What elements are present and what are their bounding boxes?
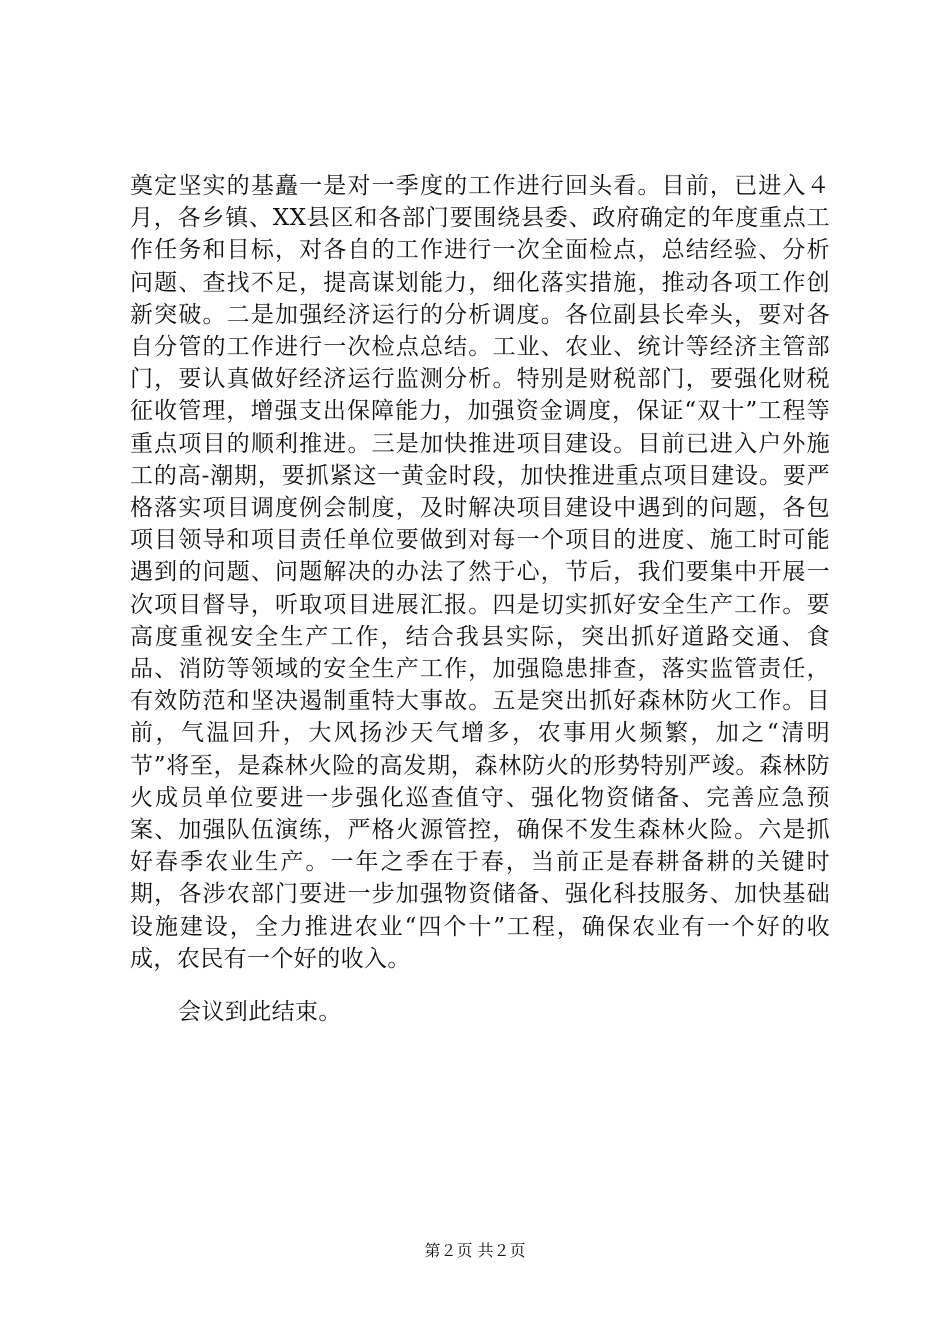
body-paragraph: 奠定坚实的基矗一是对一季度的工作进行回头看。目前，已进入４月，各乡镇、XX县区和各部门要围绕县委、政府确定的年度重点工作任务和目标，对各自的工作进行一次全面检点，总结经验、分析问题、查找不足，提高谋划能力，细化落实措施，推动各项工作创新突破。二是加强经济运行的分析调度。各位副县长牵头，要对各自分管的工作进行一次检点总结。工业、农业、统计等经济主管部门，要认真做好经济运行监测分析。特别是财税部门，要强化财税征收管理，增强支出保障能力，加强资金调度，保证“双十”工程等重点项目的顺利推进。三是加快推进项目建设。目前已进入户外施工的高-潮期，要抓紧这一黄金时段，加快推进重点项目建设。要严格落实项目调度例会制度，及时解决项目建设中遇到的问题，各包项目领导和项目责任单位要做到对每一个项目的进度、施工时可能遇到的问题、问题解决的办法了然于心，节后，我们要集中开展一次项目督导，听取项目进展汇报。四是切实抓好安全生产工作。要高度重视安全生产工作，结合我县实际，突出抓好道路交通、食品、消防等领域的安全生产工作，加强隐患排查，落实监管责任，有效防范和坚决遏制重特大事故。五是突出抓好森林防火工作。目前，气温回升，大风扬沙天气增多，农事用火频繁，加之“清明节”将至，是森林火险的高发期，森林防火的形势特别严竣。森林防火成员单位要进一步强化巡查值守、强化物资储备、完善应急预案、加强队伍演练，严格火源管控，确保不发生森林火险。六是抓好春季农业生产。一年之季在于春，当前正是春耕备耕的关键时期，各涉农部门要进一步加强物资储备、强化科技服务、加快基础设施建设，全力推进农业“四个十”工程，确保农业有一个好的收成，农民有一个好的收入。 [130,173,830,972]
page-footer: 第２页 共２页 [424,1241,526,1260]
closing-paragraph: 会议到此结束。 [178,999,342,1025]
